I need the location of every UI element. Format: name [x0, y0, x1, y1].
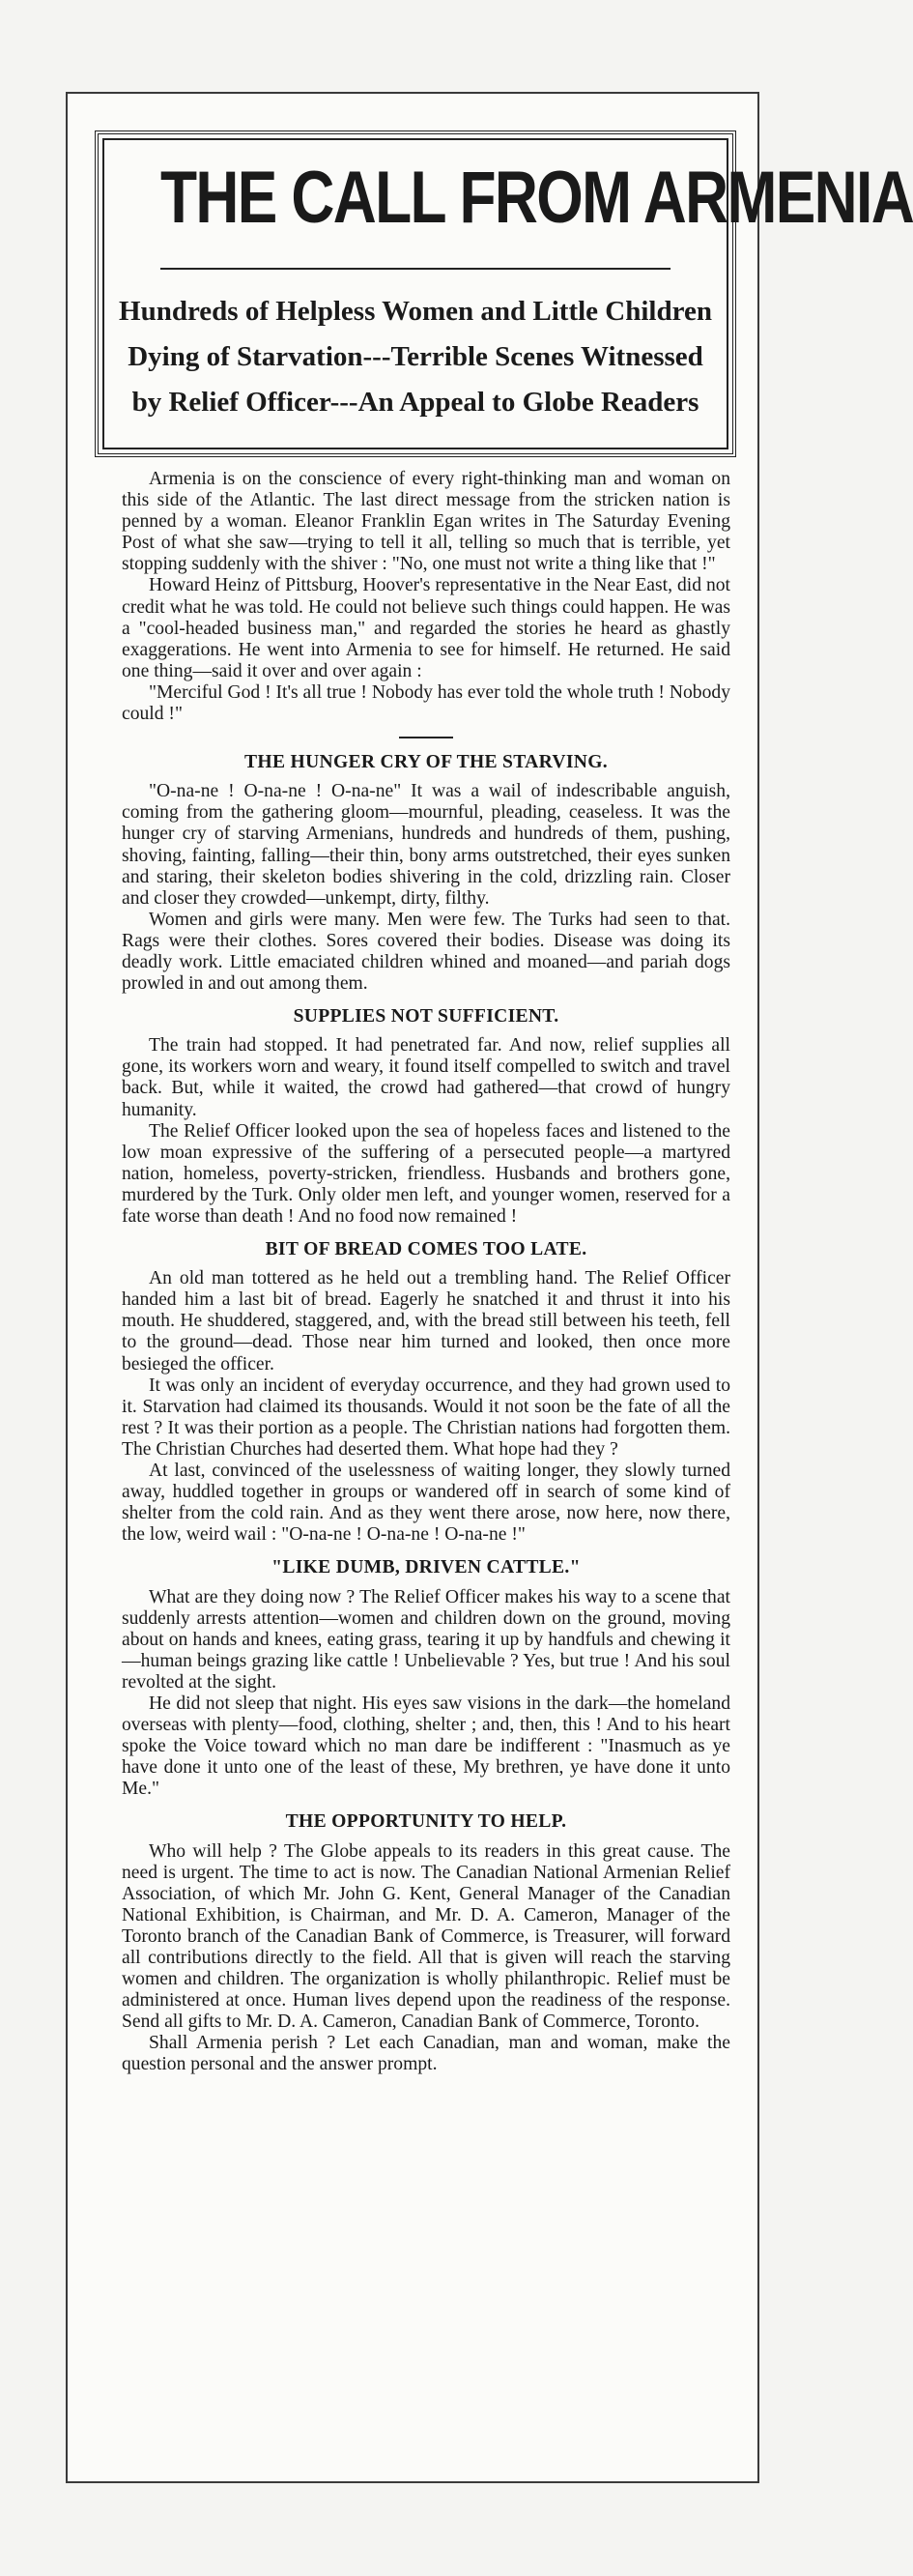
intro-paragraph-1: Armenia is on the conscience of every right-thinking man and woman on this side of the Atlantic. The last direct message from the stricken nation is penned by a woman. Eleanor Franklin Egan writes in The Saturday Evening Post of what she saw—trying to tell it all, telling so much that is terrible, yet stopping suddenly with the shiver : "No, one must not write a thing like that !": [122, 469, 730, 575]
section-5-paragraph-2: Shall Armenia perish ? Let each Canadian, man and woman, make the question personal and the answer prompt.: [122, 2033, 730, 2075]
section-heading-dumb-driven-cattle: "LIKE DUMB, DRIVEN CATTLE.": [271, 1557, 581, 1578]
intro-paragraph-2: Howard Heinz of Pittsburg, Hoover's representative in the Near East, did not credit what he was told. He could not believe such things could happen. He was a "cool-headed business man," and regarded the stories he heard as ghastly exaggerations. He went into Armenia to see for himself. He returned. He said one thing—said it over and over again :: [122, 575, 730, 681]
masthead-box: [95, 130, 913, 457]
section-divider-rule: [399, 737, 453, 738]
section-heading-supplies: SUPPLIES NOT SUFFICIENT.: [293, 1006, 559, 1028]
masthead-inner-frame: [102, 138, 913, 449]
section-heading-hunger-cry: THE HUNGER CRY OF THE STARVING.: [244, 752, 608, 773]
section-1-paragraph-2: Women and girls were many. Men were few. The Turks had seen to that. Rags were their clothes. Sores covered their bodies. Disease was doing its deadly work. Little emaciated children whined and moaned—and pariah dogs prowled in and out among them.: [122, 909, 730, 995]
section-4-paragraph-2: He did not sleep that night. His eyes saw visions in the dark—the homeland overseas with plenty—food, clothing, shelter ; and, then, this ! And to his heart spoke the Voice toward which no man dare be indifferent : "Inasmuch as ye have done it unto one of the least of these, My brethren, ye have done it unto Me.": [122, 1693, 730, 1800]
section-2-paragraph-1: The train had stopped. It had penetrated far. And now, relief supplies all gone, its workers worn and weary, it found itself compelled to switch and travel back. But, while it waited, the crowd had gathered—that crowd of hungry humanity.: [122, 1035, 730, 1120]
newspaper-clipping: [66, 92, 913, 2483]
intro-paragraph-3: "Merciful God ! It's all true ! Nobody has ever told the whole truth ! Nobody could !": [122, 681, 730, 725]
section-2-paragraph-2: The Relief Officer looked upon the sea of hopeless faces and listened to the low moan expressive of the suffering of a persecuted people—a martyred nation, homeless, poverty-stricken, friendless. Husbands and brothers gone, murdered by the Turk. Only older men left, and younger women, reserved for a fate worse than death ! And no food now remained !: [122, 1120, 730, 1227]
section-heading-bit-of-bread: BIT OF BREAD COMES TOO LATE.: [265, 1239, 587, 1260]
section-heading-opportunity: THE OPPORTUNITY TO HELP.: [285, 1811, 567, 1833]
article-body: [122, 469, 730, 2076]
section-3-paragraph-2: It was only an incident of everyday occurrence, and they had grown used to it. Starvation had claimed its thousands. Would it not soon be the fate of all the rest ? It was their portion as a people. The Christian nations had forgotten them. The Christian Churches had deserted them. What hope had they ?: [122, 1375, 730, 1460]
section-5-paragraph-1: Who will help ? The Globe appeals to its readers in this great cause. The need is urgent. The time to act is now. The Canadian National Armenian Relief Association, of which Mr. John G. Kent, General Manager of the Canadian National Exhibition, is Chairman, and Mr. D. A. Cameron, Manager of the Toronto branch of the Canadian Bank of Commerce, is Treasurer, will forward all contributions directly to the field. All that is given will reach the starving women and children. The organization is wholly philanthropic. Relief must be administered at once. Human lives depend upon the readiness of the response. Send all gifts to Mr. D. A. Cameron, Canadian Bank of Commerce, Toronto.: [122, 1840, 730, 2033]
headline: THE CALL FROM ARMENIA: [160, 140, 670, 270]
section-3-paragraph-3: At last, convinced of the uselessness of waiting longer, they slowly turned away, huddled together in groups or wandered off in search of some kind of shelter from the cold rain. And as they went there arose, now here, now there, the low, weird wail : "O-na-ne ! O-na-ne ! O-na-ne !": [122, 1461, 730, 1546]
section-1-paragraph-1: "O-na-ne ! O-na-ne ! O-na-ne" It was a wail of indescribable anguish, coming from the gathering gloom—mournful, pleading, ceaseless. It was the hunger cry of starving Armenians, hundreds and hundreds of them, pushing, shoving, fainting, falling—their thin, bony arms outstretched, their eyes sunken and staring, their skeleton bodies shivering in the cold, drizzling rain. Closer and closer they crowded—unkempt, dirty, filthy.: [122, 781, 730, 909]
section-3-paragraph-1: An old man tottered as he held out a trembling hand. The Relief Officer handed him a last bit of bread. Eagerly he snatched it and thrust it into his mouth. He shuddered, staggered, and, with the bread still between his teeth, fell to the ground—dead. Those near him turned and looked, then once more besieged the officer.: [122, 1268, 730, 1375]
section-4-paragraph-1: What are they doing now ? The Relief Officer makes his way to a scene that suddenly arrests attention—women and children down on the ground, moving about on hands and knees, eating grass, tearing it up by handfuls and chewing it—human beings grazing like cattle ! Unbelievable ? Yes, but true ! And his soul revolted at the sight.: [122, 1586, 730, 1693]
deck-subheadline: Hundreds of Helpless Women and Little Children Dying of Starvation---Terrible Scenes Witnessed by Relief Officer---An Appeal to Globe Readers: [119, 296, 712, 418]
